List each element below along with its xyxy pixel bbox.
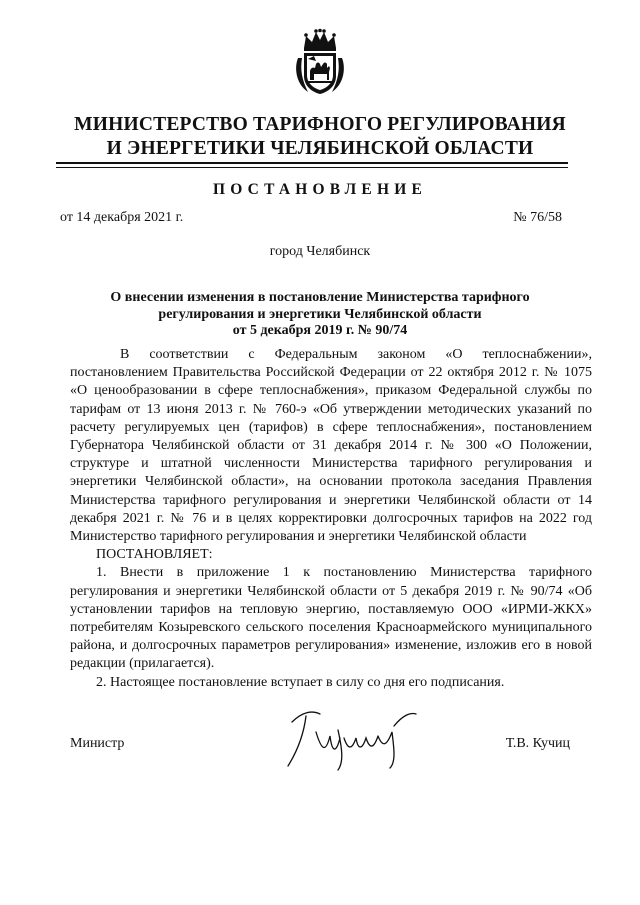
organization-line-1: МИНИСТЕРСТВО ТАРИФНОГО РЕГУЛИРОВАНИЯ (74, 114, 566, 135)
coat-of-arms-icon (292, 28, 348, 98)
document-body (70, 346, 592, 692)
signer-name: Т.В. Кучиц (505, 736, 570, 751)
subject-line-1: О внесении изменения в постановление Министерства тарифного (110, 290, 530, 305)
organization-name (40, 113, 600, 161)
item-1-paragraph: 1. Внести в приложение 1 к постановлению Министерства тарифного регулирования и энергетики Челябинской области от 5 декабря 2019 г. № 90/74 «Об установлении тарифов на тепловую энергию, поставляемую ООО «ИРМИ-ЖКХ» потребителям Козыревского сельского поселения Красноармейского муниципального района, и долгосрочных параметров регулирования» изменение, изложив его в новой редакции (прилагается). (70, 565, 592, 672)
header-rule-thick (56, 162, 568, 164)
city-label: город Челябинск (269, 244, 371, 259)
header-rule-thin (56, 167, 568, 168)
document-number: № 76/58 (513, 210, 562, 225)
item-2-paragraph: 2. Настоящее постановление вступает в силу со дня его подписания. (96, 674, 505, 690)
preamble-paragraph: В соответствии с Федеральным законом «О теплоснабжении», постановлением Правительства Российской Федерации от 22 октября 2012 г. № 1075 «О ценообразовании в сфере теплоснабжения», приказом Федеральной службы по тарифам от 13 июня 2013 г. № 760-э «Об утверждении методических указаний по расчету регулируемых цен (тарифов) в сфере теплоснабжения», постановлением Губернатора Челябинской области от 31 декабря 2014 г. № 300 «О Положении, структуре и штатной численности Министерства тарифного регулирования и энергетики Челябинской области», на основании протокола заседания Правления Министерства тарифного регулирования и энергетики Челябинской области от 14 декабря 2021 г. № 76 и в целях корректировки долгосрочных тарифов на 2022 год Министерство тарифного регулирования и энергетики Челябинской области (70, 347, 592, 545)
resolves-heading: ПОСТАНОВЛЯЕТ: (96, 547, 213, 563)
subject-line-2: регулирования и энергетики Челябинской области (158, 306, 482, 322)
subject-line-3: от 5 декабря 2019 г. № 90/74 (232, 323, 408, 338)
document-date: от 14 декабря 2021 г. (60, 210, 184, 225)
signer-position: Министр (70, 736, 125, 751)
handwritten-signature (282, 702, 422, 772)
document-type: ПОСТАНОВЛЕНИЕ (212, 181, 428, 198)
organization-line-2: И ЭНЕРГЕТИКИ ЧЕЛЯБИНСКОЙ ОБЛАСТИ (106, 138, 534, 159)
document-subject (70, 290, 570, 340)
